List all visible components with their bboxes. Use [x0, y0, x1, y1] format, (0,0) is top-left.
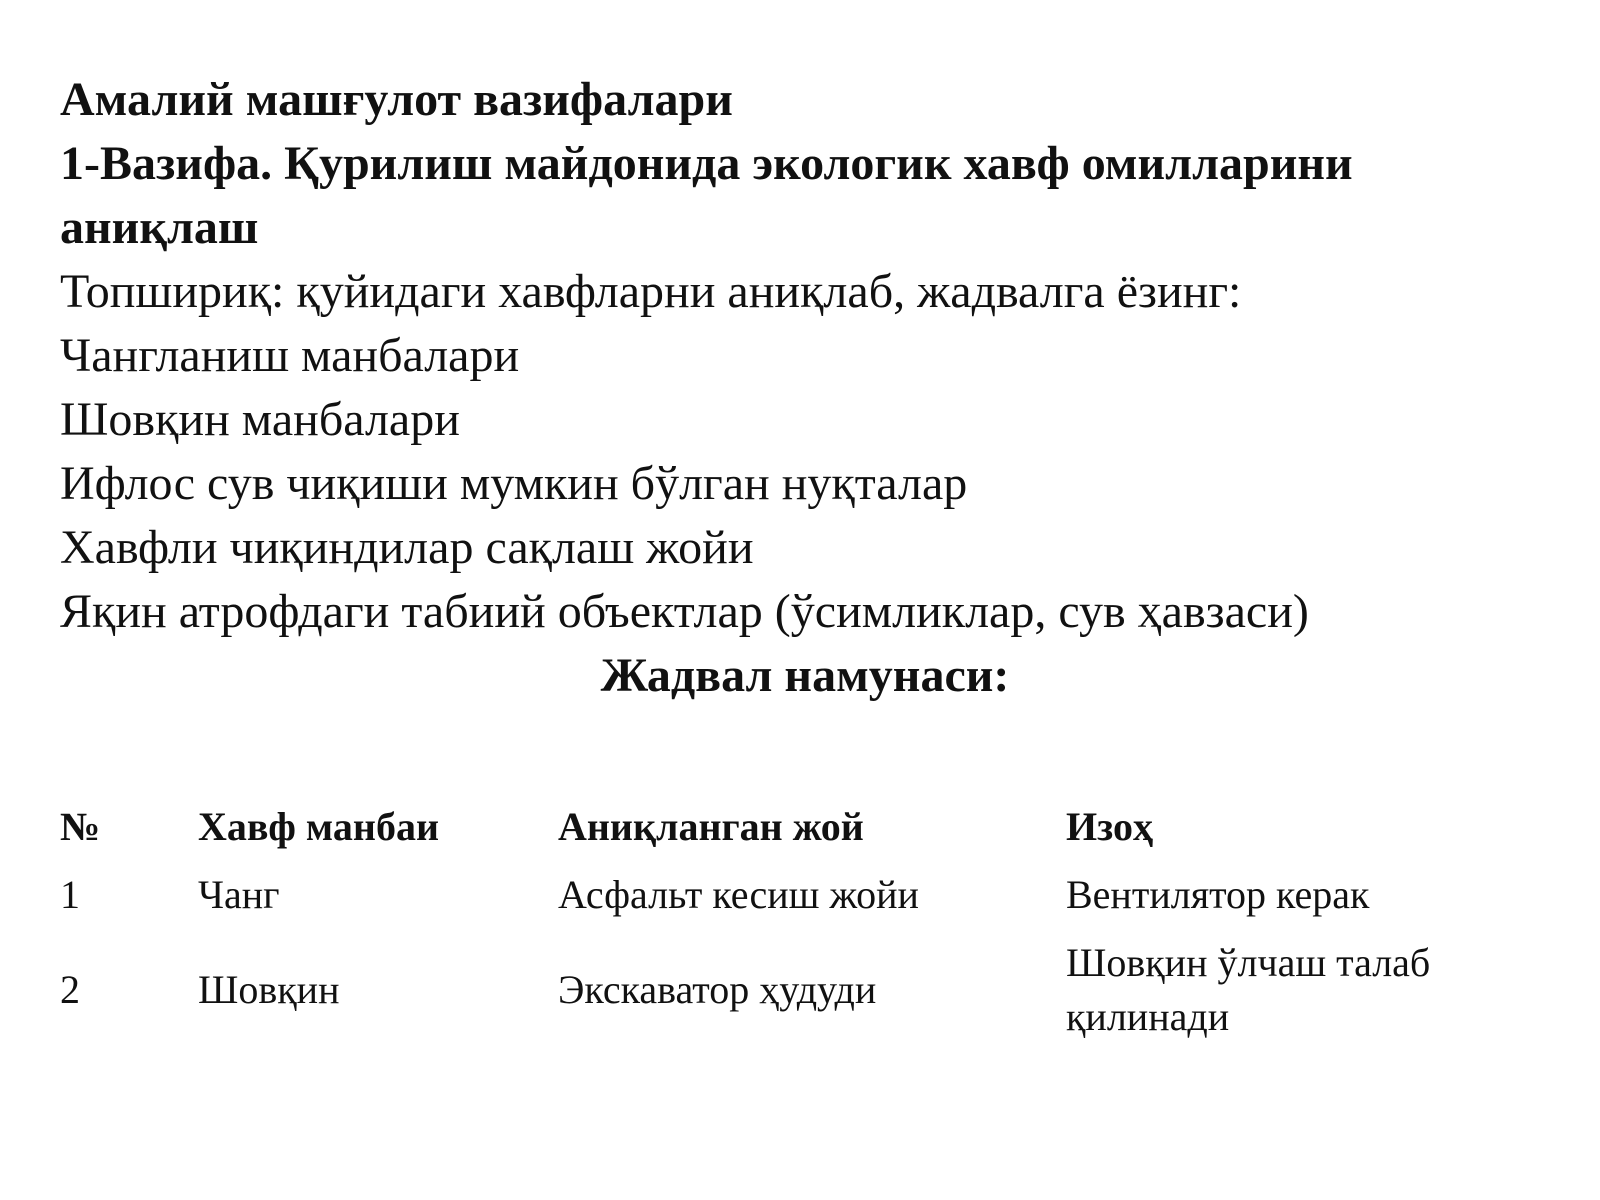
- table-cell: Асфальт кесиш жойи: [558, 872, 919, 917]
- header-hazard-source: Хавф манбаи: [198, 804, 439, 849]
- page-heading: Амалий машғулот вазифалари: [60, 73, 733, 126]
- list-item: Яқин атрофдаги табиий объектлар (ўсимликлар, сув ҳавзаси): [60, 585, 1309, 638]
- table-cell: 2: [60, 967, 80, 1012]
- table-row: [60, 868, 1500, 922]
- table-cell: Шовқин ўлчаш талаб қилинади: [1066, 940, 1431, 1039]
- table-cell: Вентилятор керак: [1066, 872, 1370, 917]
- task-title: 1-Вазифа. Қурилиш майдонида экологик хавф омилларини аниқлаш: [60, 137, 1353, 254]
- table-cell: Чанг: [198, 872, 280, 917]
- slide-content: [60, 68, 1550, 708]
- header-number: №: [60, 804, 101, 849]
- list-item: Шовқин манбалари: [60, 393, 460, 446]
- table-header-row: [60, 800, 1500, 854]
- table-cell: Экскаватор ҳудуди: [558, 967, 877, 1012]
- sample-table: [60, 800, 1500, 1044]
- list-item: Хавфли чиқиндилар сақлаш жойи: [60, 521, 754, 574]
- table-cell: Шовқин: [198, 967, 340, 1012]
- list-item: Чангланиш манбалари: [60, 329, 520, 382]
- list-item: Ифлос сув чиқиши мумкин бўлган нуқталар: [60, 457, 968, 510]
- header-note: Изоҳ: [1066, 804, 1153, 849]
- header-identified-place: Аниқланган жой: [558, 804, 864, 849]
- table-caption: Жадвал намунаси:: [600, 649, 1010, 702]
- table-cell: 1: [60, 872, 80, 917]
- table-row: [60, 936, 1500, 1044]
- instruction-text: Топшириқ: қуйидаги хавфларни аниқлаб, жадвалга ёзинг:: [60, 265, 1242, 318]
